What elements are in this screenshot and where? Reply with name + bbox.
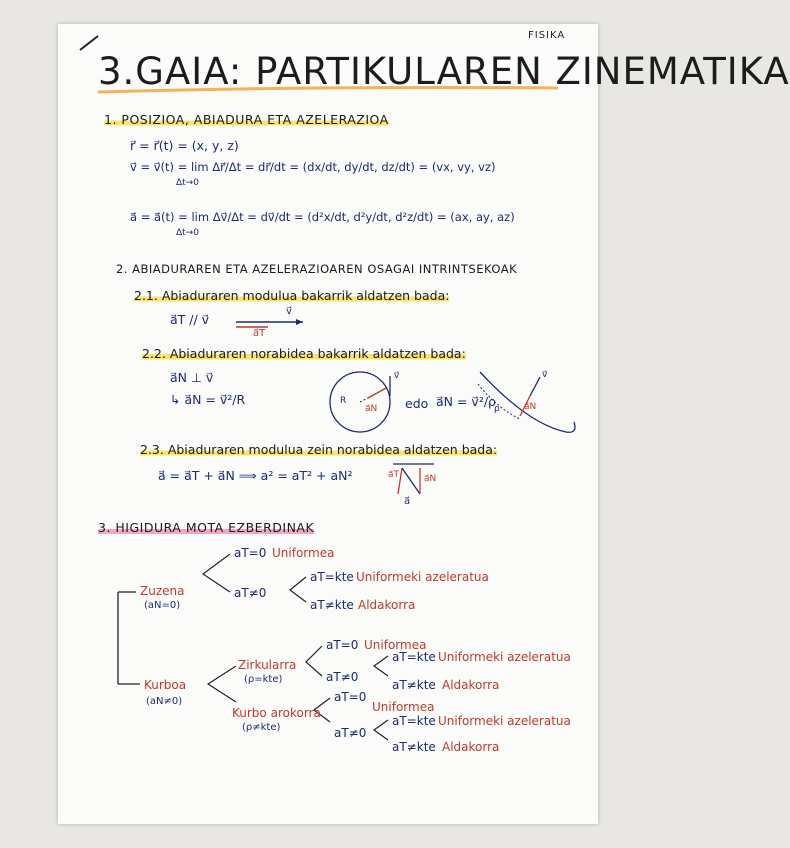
- section2-heading: 2. ABIADURAREN ETA AZELERAZIOAREN OSAGAI INTRINTSEKOAK: [116, 262, 518, 276]
- kurboa-condition: (aN≠0): [146, 696, 183, 707]
- diag-at-label: a⃗T: [388, 470, 400, 480]
- section3-heading: 3. HIGIDURA MOTA EZBERDINAK: [98, 520, 315, 535]
- circle-r-label: R: [340, 396, 347, 406]
- zuzena-condition: (aN=0): [144, 600, 181, 611]
- velocity-lim-sub: Δt→0: [176, 178, 199, 188]
- subject-label: FISIKA: [528, 30, 566, 41]
- diag-a-label: a⃗: [404, 496, 411, 507]
- curve-v-label: v⃗: [542, 370, 548, 380]
- k-uniformea: Uniformea: [372, 700, 435, 714]
- acceleration-equation: a⃗ = a⃗(t) = lim Δv⃗/Δt = dv⃗/dt = (d²x/dt, d²y/dt, d²z/dt) = (ax, ay, az): [130, 210, 515, 224]
- kurbo-arokorra-label: Kurbo arokorra: [232, 706, 321, 720]
- bracket-zirkularra: [306, 646, 322, 676]
- zirkularra-label: Zirkularra: [238, 658, 297, 672]
- circle-an-label: a⃗N: [365, 404, 378, 414]
- subsection-2-2: 2.2. Abiaduraren norabidea bakarrik aldatzen bada:: [142, 346, 466, 361]
- bracket-kurbo-atne0: [374, 720, 388, 740]
- zuzena-label: Zuzena: [140, 584, 185, 598]
- z-uniformea: Uniformea: [272, 546, 335, 560]
- zirkularra-condition: (ρ=kte): [244, 674, 283, 685]
- bracket-kurboa: [208, 666, 236, 702]
- c-at-nekte: aT≠kte: [392, 678, 436, 692]
- diagram-at-label: a⃗T: [253, 328, 266, 339]
- c-at-kte: aT=kte: [392, 650, 436, 664]
- z-at-kte: aT=kte: [310, 570, 354, 584]
- z-aldakorra: Aldakorra: [358, 598, 416, 612]
- curve-an-label: a⃗N: [524, 402, 537, 412]
- a-sum-equation: a⃗ = a⃗T + a⃗N ⟹ a² = aT² + aN²: [158, 468, 353, 483]
- kurboa-label: Kurboa: [144, 678, 187, 692]
- k-at-kte: aT=kte: [392, 714, 436, 728]
- page-title: 3.GAIA: PARTIKULAREN ZINEMATIKA: [98, 50, 790, 93]
- c-uniformea: Uniformea: [364, 638, 427, 652]
- accel-lim-sub: Δt→0: [176, 228, 199, 238]
- normal-accel-arrow: [368, 388, 386, 398]
- z-uniformeki-azeleratua: Uniformeki azeleratua: [356, 570, 489, 584]
- z-atne0: aT≠0: [234, 586, 267, 600]
- velocity-equation: v⃗ = v⃗(t) = lim Δr⃗/Δt = dr⃗/dt = (dx/dt, dy/dt, dz/dt) = (vx, vy, vz): [130, 160, 496, 174]
- section1-heading: 1. POSIZIOA, ABIADURA ETA AZELERAZIOA: [104, 112, 389, 127]
- an-formula-rho: a⃗N = v⃗²/ρ: [436, 394, 496, 409]
- c-at0: aT=0: [326, 638, 359, 652]
- z-at0: aT=0: [234, 546, 267, 560]
- circle-v-label: v⃗: [394, 371, 400, 381]
- edo-word: edo: [405, 396, 429, 411]
- at-parallel-v: a⃗T // v⃗: [170, 312, 210, 327]
- notebook-page: [58, 24, 790, 824]
- c-uniformeki-azeleratua: Uniformeki azeleratua: [438, 650, 571, 664]
- diag-a-arrow: [402, 468, 420, 494]
- pen-stroke-mark: [80, 36, 98, 50]
- curve-rho-label: ρ: [494, 404, 500, 414]
- position-equation: r⃗ = r⃗(t) = (x, y, z): [130, 138, 239, 153]
- diagram-v-label: v⃗: [286, 306, 292, 317]
- bracket-zirk-atne0: [374, 656, 388, 676]
- k-at-nekte: aT≠kte: [392, 740, 436, 754]
- kurbo-arokorra-condition: (ρ≠kte): [242, 722, 281, 733]
- c-aldakorra: Aldakorra: [442, 678, 500, 692]
- bracket-zuzena: [203, 554, 230, 592]
- k-atne0: aT≠0: [334, 726, 367, 740]
- z-at-nekte: aT≠kte: [310, 598, 354, 612]
- velocity-arrowhead: [296, 319, 303, 325]
- k-aldakorra: Aldakorra: [442, 740, 500, 754]
- an-formula-r: ↳ a⃗N = v⃗²/R: [170, 392, 246, 407]
- subsection-2-1: 2.1. Abiaduraren modulua bakarrik aldatzen bada:: [134, 288, 450, 303]
- an-perp-v: a⃗N ⊥ v⃗: [170, 370, 214, 385]
- subsection-2-3: 2.3. Abiaduraren modulua zein norabidea aldatzen bada:: [140, 442, 498, 457]
- curve-velocity-arrow: [530, 377, 540, 396]
- k-at0: aT=0: [334, 690, 367, 704]
- k-uniformeki-azeleratua: Uniformeki azeleratua: [438, 714, 571, 728]
- c-atne0: aT≠0: [326, 670, 359, 684]
- diag-an-label: a⃗N: [424, 474, 437, 484]
- bracket-zuzena-atne0: [290, 577, 306, 602]
